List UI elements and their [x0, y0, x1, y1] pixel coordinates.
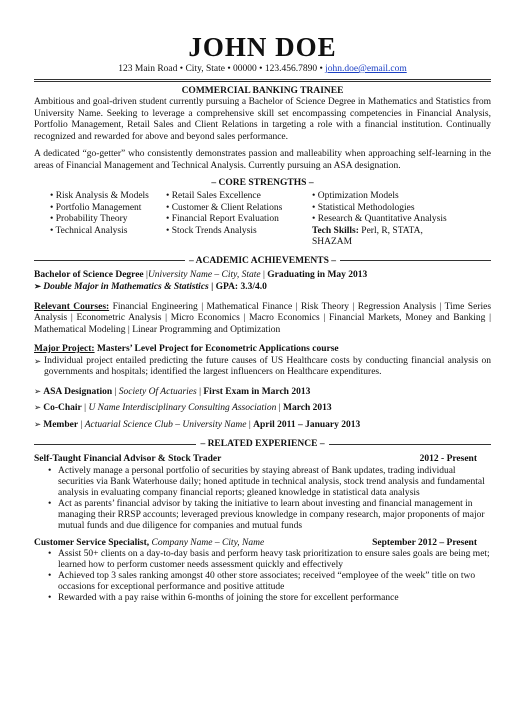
strength-item: • Risk Analysis & Models: [50, 191, 162, 203]
strength-item: • Statistical Methodologies: [312, 203, 462, 215]
contact-details: 123 Main Road • City, State • 00000 • 123.456.7890 •: [118, 64, 323, 74]
job-2-company: Company Name – City, Name: [151, 537, 265, 548]
strengths-column-3: [312, 191, 462, 249]
candidate-name: JOHN DOE: [188, 32, 337, 62]
strength-item: • Customer & Client Relations: [166, 203, 308, 215]
member-line: ➢ Member | Actuarial Science Club – University Name | April 2011 – January 2013: [34, 419, 491, 432]
asa-detail: First Exam in March 2013: [203, 386, 311, 397]
project-description: [34, 356, 491, 378]
academic-title-text: – ACADEMIC ACHIEVEMENTS –: [189, 255, 337, 266]
job-2-header: [34, 538, 491, 550]
strength-item: • Probability Theory: [50, 214, 162, 226]
cochair-label: Co-Chair: [43, 403, 82, 413]
courses-list: Financial Engineering | Mathematical Finance | Risk Theory | Regression Analysis | Time Series Analysis | Econometric Analysis | Micro Economics | Macro Economics | Financial Markets, Money and Banking | Mathematical Modeling | Linear Programming and Optimization: [34, 301, 492, 335]
job-1-title: Self-Taught Financial Advisor & Stock Trader: [34, 454, 222, 464]
asa-line: ➢ ASA Designation | Society Of Actuaries | First Exam in March 2013: [34, 386, 491, 399]
header-divider-second: [34, 81, 491, 82]
strength-item: • Retail Sales Excellence: [166, 191, 308, 203]
job-2-item: • Assist 50+ clients on a day-to-day basis and perform heavy task prioritization to ensure sales goals are being met; learned how to perform customer needs assessment quickly and effectively: [48, 549, 491, 571]
job-2-item: • Rewarded with a pay raise within 6-months of joining the store for excellent performance: [48, 593, 491, 604]
strengths-column-2: [166, 191, 308, 249]
objective-title: COMMERCIAL BANKING TRAINEE: [181, 86, 344, 96]
degree-name: Bachelor of Science Degree: [34, 269, 144, 280]
job-1-header: [34, 454, 491, 466]
tech-skills: [312, 226, 462, 249]
member-org: Actuarial Science Club – University Name: [84, 419, 247, 430]
job-1-item: • Act as parents’ financial advisor by taking the initiative to learn about investing and financial management in managing their RRSP accounts; leveraged previous knowledge in company research, major proponents of major mutual funds and due diligence for companies and mutual funds: [48, 499, 491, 532]
job-1-item: • Actively manage a personal portfolio of securities by staying abreast of Bank updates, trading individual securities via Bank Waterhouse daily; honed aptitude in technical analysis, stock trend analysis and fundamental analysis in evaluating company financial reports; gleaned knowledge in statistical data analysis: [48, 466, 491, 499]
job-2-title: Customer Service Specialist,: [34, 537, 150, 548]
strengths-column-1: [50, 191, 162, 249]
experience-title-text: – RELATED EXPERIENCE –: [200, 439, 325, 449]
member-label: Member: [43, 419, 79, 430]
project-description-item: ➢ Individual project entailed predicting the future causes of US Healthcare costs by conducting financial analysis on governments and hospitals; identified the largest influencers on Healthcare expenditures.: [34, 356, 491, 378]
member-date: April 2011 – January 2013: [253, 419, 361, 430]
objective-paragraph-2: A dedicated “go-getter” who consistently demonstrates passion and malleability when approaching self-learning in the areas of Financial Management and Technical Analysis. Currently pursuing an ASA designation.: [34, 149, 491, 171]
job-2-date: September 2012 – Present: [372, 537, 477, 548]
cochair-date: March 2013: [282, 403, 332, 413]
degree-line: Bachelor of Science Degree |University Name – City, State | Graduating in May 2013: [34, 269, 368, 280]
experience-title: [34, 438, 491, 450]
header-divider: [34, 79, 491, 80]
strength-item: • Optimization Models: [312, 191, 462, 203]
project-title: Masters’ Level Project for Econometric Applications course: [96, 344, 339, 354]
major-name: Double Major in Mathematics & Statistics: [43, 282, 209, 292]
contact-line: [34, 63, 491, 75]
strength-item: • Research & Quantitative Analysis: [312, 214, 462, 226]
strength-item: • Portfolio Management: [50, 203, 162, 215]
job-2-list: [34, 549, 491, 604]
core-strengths-title: – CORE STRENGTHS –: [211, 178, 314, 188]
job-1-list: [34, 466, 491, 532]
asa-label: ASA Designation: [43, 386, 113, 397]
strength-item: • Stock Trends Analysis: [166, 226, 308, 238]
asa-org: Society Of Actuaries: [118, 386, 197, 397]
job-2-item: • Achieved top 3 sales ranking amongst 40 other store associates; received “employee of the week” title on two occasions for exceptional performance and positive attitude: [48, 571, 491, 593]
project-label: Major Project:: [34, 344, 95, 354]
resume-page: [0, 34, 525, 713]
major-project-line: [34, 344, 491, 356]
degree-university: University Name – City, State: [147, 269, 261, 280]
courses-label: Relevant Courses:: [34, 301, 110, 312]
job-1-date: 2012 - Present: [419, 454, 477, 464]
academic-title: [34, 255, 491, 267]
strength-item: • Financial Report Evaluation: [166, 214, 308, 226]
strength-item: • Technical Analysis: [50, 226, 162, 238]
degree-graduation: Graduating in May 2013: [267, 269, 368, 280]
tech-skills-value: Perl, R, STATA, SHAZAM: [312, 225, 423, 247]
cochair-org: U Name Interdisciplinary Consulting Association: [88, 403, 277, 413]
major-gpa: GPA: 3.3/4.0: [215, 282, 267, 292]
core-strengths-grid: [34, 191, 491, 249]
tech-skills-label: Tech Skills:: [312, 225, 359, 236]
relevant-courses: [34, 302, 491, 337]
cochair-line: ➢ Co-Chair | U Name Interdisciplinary Consulting Association | March 2013: [34, 402, 491, 415]
objective-paragraph-1: Ambitious and goal-driven student currently pursuing a Bachelor of Science Degree in Mathematics and Statistics from University Name. Seeking to leverage a comprehensive skill set encompassing competencies in Financial Analysis, Portfolio Management, Retail Sales and Client Relations in targeting a role with a financial institution. Continually recognized and rewarded for above and beyond sales performance.: [34, 97, 491, 142]
job-2-title-group: [34, 538, 264, 550]
major-line: ➢ Double Major in Mathematics & Statistics | GPA: 3.3/4.0: [34, 281, 491, 294]
email-link[interactable]: john.doe@email.com: [325, 64, 407, 74]
